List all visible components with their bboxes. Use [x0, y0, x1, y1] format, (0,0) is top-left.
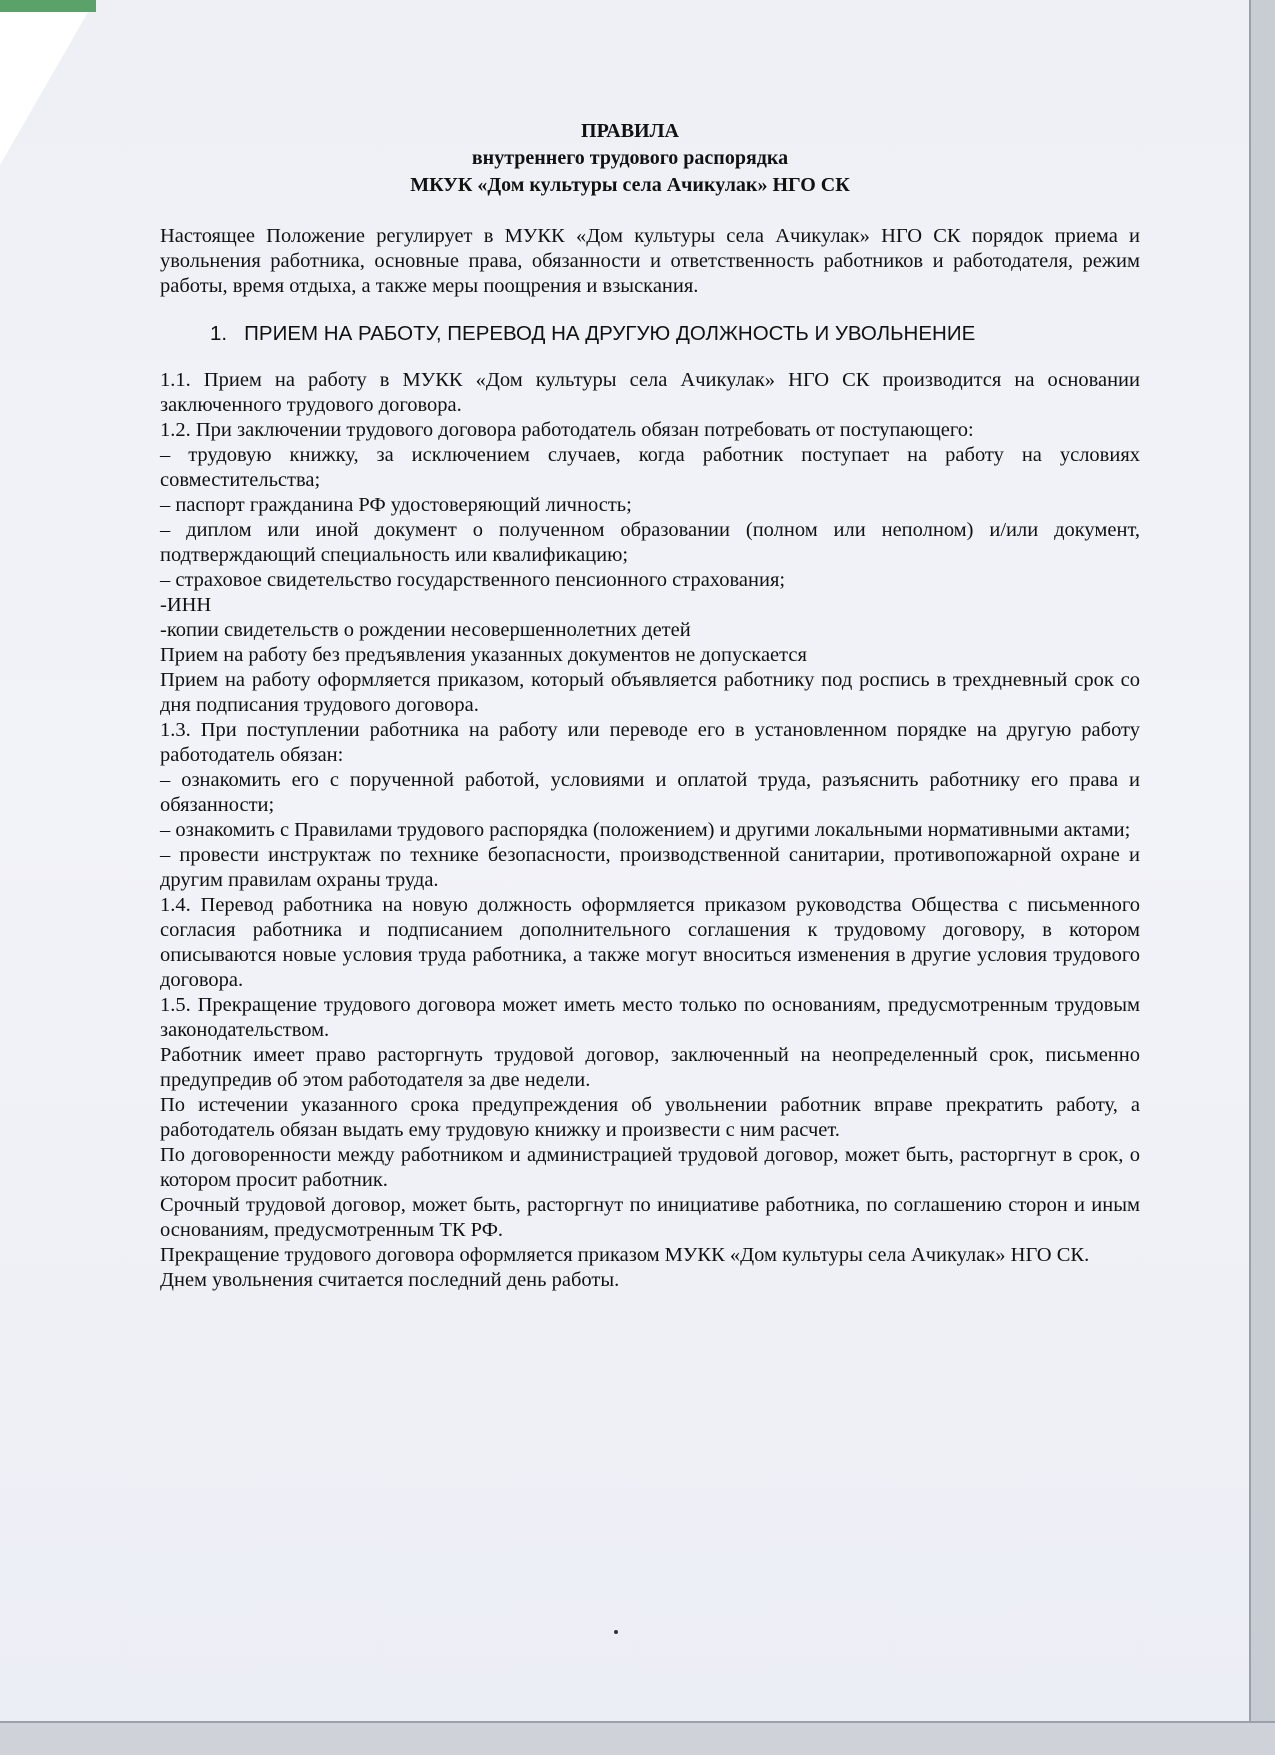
list-item: -ИНН — [160, 594, 212, 616]
list-item: – трудовую книжку, за исключением случаев, когда работник поступает на работу на условиях совместительства; — [160, 444, 1140, 491]
paragraph: 1.3. При поступлении работника на работу или переводе его в установленном порядке на другую работу работодатель обязан: — [160, 719, 1140, 766]
intro-paragraph: Настоящее Положение регулирует в МУКК «Дом культуры села Ачикулак» НГО СК порядок приема и увольнения работника, основные права, обязанности и ответственность работников и работодателя, режим работы, время отдыха, а также меры поощрения и взыскания. — [160, 225, 1140, 297]
paragraph: 1.5. Прекращение трудового договора может иметь место только по основаниям, предусмотренным трудовым законодательством. — [160, 994, 1140, 1041]
page-corner-tab — [0, 0, 96, 12]
paragraph: По истечении указанного срока предупреждения об увольнении работник вправе прекратить работу, а работодатель обязан выдать ему трудовую книжку и произвести с ним расчет. — [160, 1094, 1140, 1141]
list-item: -копии свидетельств о рождении несовершеннолетних детей — [160, 619, 691, 641]
paragraph: Работник имеет право расторгнуть трудовой договор, заключенный на неопределенный срок, письменно предупредив об этом работодателя за две недели. — [160, 1044, 1140, 1091]
page-right-edge-line — [1249, 0, 1251, 1755]
paragraph: 1.1. Прием на работу в МУКК «Дом культуры села Ачикулак» НГО СК производится на основании заключенного трудового договора. — [160, 369, 1140, 416]
paragraph: Прием на работу оформляется приказом, который объявляется работнику под роспись в трехдневный срок со дня подписания трудового договора. — [160, 669, 1140, 716]
list-item: – паспорт гражданина РФ удостоверяющий личность; — [160, 494, 632, 516]
document-subtitle-1: внутреннего трудового распорядка — [471, 147, 789, 169]
list-item: – провести инструктаж по технике безопасности, производственной санитарии, противопожарной охране и другим правилам охраны труда. — [160, 844, 1140, 891]
paragraph: 1.2. При заключении трудового договора работодатель обязан потребовать от поступающего: — [160, 419, 974, 441]
list-item: – ознакомить его с порученной работой, условиями и оплатой труда, разъяснить работнику его права и обязанности; — [160, 769, 1140, 816]
document-title-block — [160, 118, 1100, 199]
document-body — [160, 224, 1140, 1293]
paragraph: Прекращение трудового договора оформляется приказом МУКК «Дом культуры села Ачикулак» НГО СК. — [160, 1244, 1090, 1266]
paragraph: По договоренности между работником и администрацией трудовой договор, может быть, расторгнут в срок, о котором просит работник. — [160, 1144, 1140, 1191]
page-bottom-edge-line — [0, 1721, 1275, 1723]
paragraph: Срочный трудовой договор, может быть, расторгнут по инициативе работника, по соглашению сторон и иным основаниям, предусмотренным ТК РФ. — [160, 1194, 1140, 1241]
list-item: – ознакомить с Правилами трудового распорядка (положением) и другими локальными нормативными актами; — [160, 819, 1131, 841]
paragraph: Днем увольнения считается последний день работы. — [160, 1269, 620, 1291]
page-bottom-edge — [0, 1721, 1275, 1755]
document-subtitle-2: МКУК «Дом культуры села Ачикулак» НГО СК — [410, 174, 850, 196]
section-1-heading: 1. ПРИЕМ НА РАБОТУ, ПЕРЕВОД НА ДРУГУЮ ДОЛЖНОСТЬ И УВОЛЬНЕНИЕ — [210, 322, 976, 345]
paragraph: Прием на работу без предъявления указанных документов не допускается — [160, 644, 807, 666]
list-item: – страховое свидетельство государственного пенсионного страхования; — [160, 569, 786, 591]
list-item: – диплом или иной документ о полученном образовании (полном или неполном) и/или документ, подтверждающий специальность или квалификацию; — [160, 519, 1140, 566]
page-corner-fold — [0, 0, 95, 165]
page-right-edge — [1249, 0, 1275, 1755]
page-mark-dot — [614, 1630, 618, 1634]
document-title: ПРАВИЛА — [581, 120, 679, 142]
paragraph: 1.4. Перевод работника на новую должность оформляется приказом руководства Общества с письменного согласия работника и подписанием дополнительного соглашения к трудовому договору, в котором описываются новые условия труда работника, а также могут вноситься изменения в другие условия трудового договора. — [160, 894, 1140, 991]
